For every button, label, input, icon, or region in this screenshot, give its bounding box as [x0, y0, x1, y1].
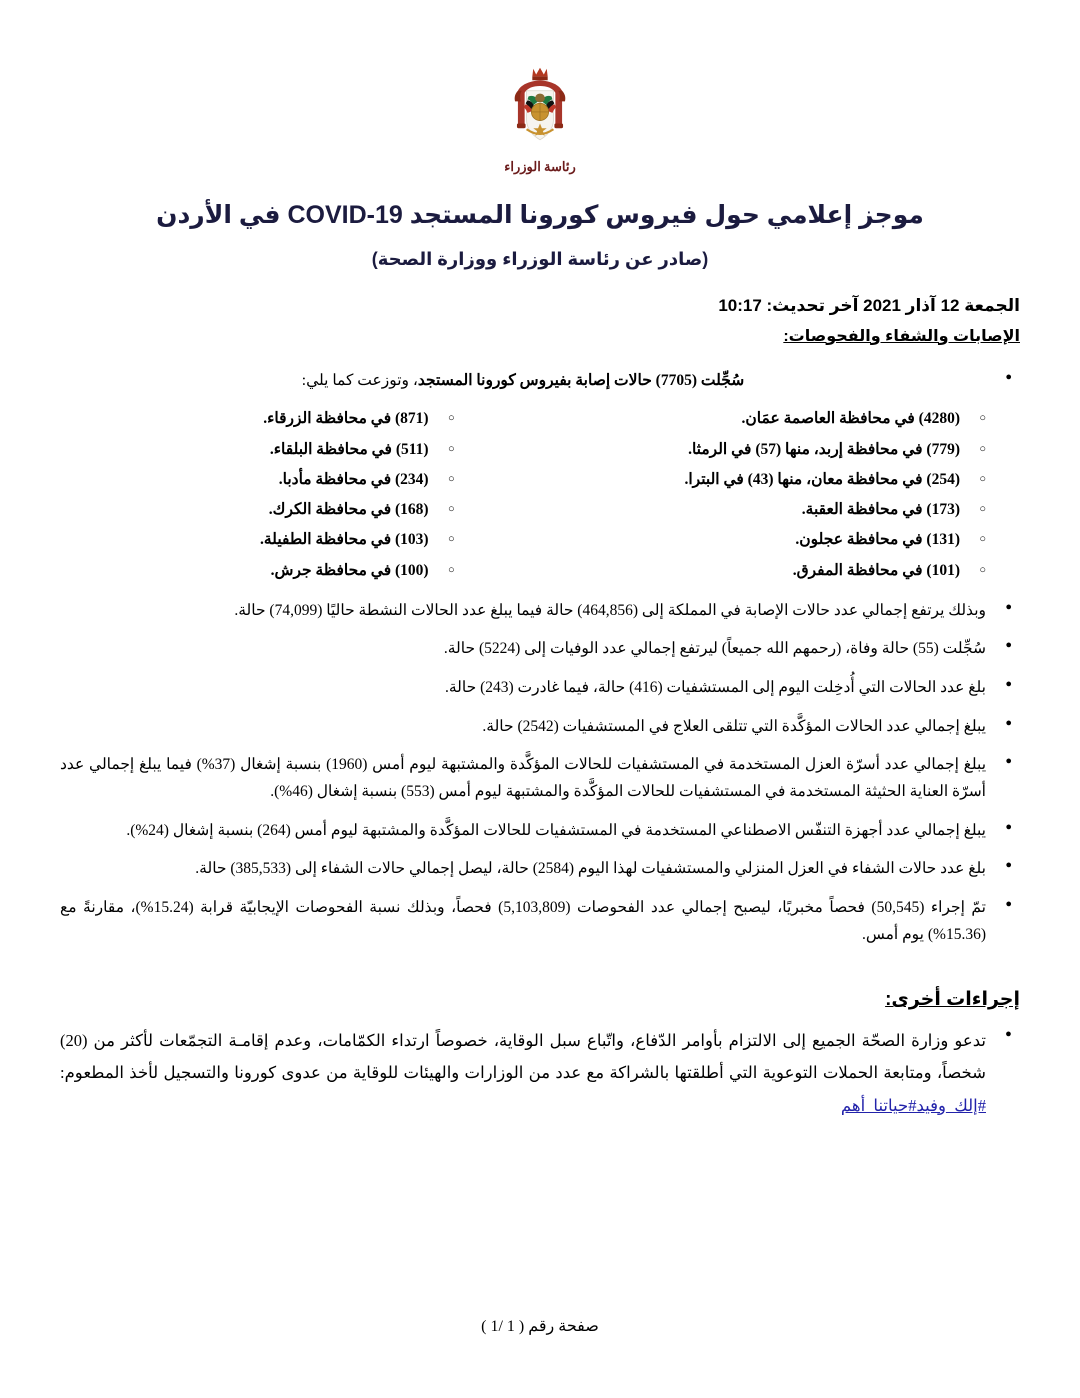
- cases-intro-bullet: [60, 368, 1020, 395]
- section-heading-cases-text: الإصابات والشفاء والفحوصات:: [783, 327, 1020, 345]
- hashtag-elak-wafeed-link[interactable]: #إلك_وفيد: [916, 1095, 986, 1115]
- governorate-item: ○ (779) في محافظة إربد، منها (57) في الرمثا.: [684, 435, 990, 465]
- stat-bullet-beds-occupancy: ● يبلغ إجمالي عدد أسرّة العزل المستخدمة في المستشفيات للحالات المؤكَّدة والمشتبهة ليوم أمس (1960) بنسبة إشغال (37%) فيما يبلغ إجمالي عدد أسرّة العناية الحثيثة المستخدمة في المستشفيات للحالات المؤكَّدة والمشتبهة ليوم أمس (553) بنسبة إشغال (46%).: [60, 752, 1020, 805]
- governorate-item: ○ (254) في محافظة معان، منها (43) في البترا.: [684, 465, 990, 495]
- cases-intro-rest: ، وتوزعت كما يلي:: [301, 371, 418, 389]
- cases-intro-bold: سُجِّلت (7705) حالات إصابة بفيروس كورونا المستجد: [417, 371, 745, 389]
- stat-bullet-ventilators: ● يبلغ إجمالي عدد أجهزة التنفّس الاصطناعي المستخدمة في المستشفيات للحالات المؤكَّدة والمشتبهة ليوم أمس (264) بنسبة إشغال (24%).: [60, 818, 1020, 845]
- stat-bullet-in-treatment: ● يبلغ إجمالي عدد الحالات المؤكَّدة التي تتلقى العلاج في المستشفيات (2542) حالة.: [60, 714, 1020, 741]
- governorate-breakdown: [60, 404, 1020, 585]
- section-heading-other-measures: [60, 988, 1020, 1011]
- governorate-item: ○ (100) في محافظة جرش.: [260, 556, 459, 586]
- statistics-list: [60, 598, 1020, 949]
- page-footer: صفحة رقم ( 1 /1 ): [481, 1318, 599, 1335]
- governorate-item: ○ (103) في محافظة الطفيلة.: [260, 525, 459, 555]
- stat-bullet-tests: ● تمّ إجراء (50,545) فحصاً مخبريًا، ليصبح إجمالي عدد الفحوصات (5,103,809) فحصاً، وبذلك نسبة الفحوصات الإيجابيّة قرابة (15.24%)، مقارنةً مع (15.36%) يوم أمس.: [60, 895, 1020, 948]
- governorate-item: ○ (871) في محافظة الزرقاء.: [260, 404, 459, 434]
- governorate-item: ○ (131) في محافظة عجلون.: [684, 525, 990, 555]
- hashtag-hayatuna-aham-link[interactable]: #حياتنا_أهم: [840, 1095, 917, 1115]
- stat-bullet-deaths: ● سُجِّلت (55) حالة وفاة، (رحمهم الله جميعاً) ليرتفع إجمالي عدد الوفيات إلى (5224) حالة.: [60, 636, 1020, 663]
- section-heading-other-measures-text: إجراءات أخرى:: [885, 989, 1020, 1011]
- governorate-item: ○ (4280) في محافظة العاصمة عمَان.: [684, 404, 990, 434]
- emblem-block: [60, 0, 1020, 173]
- emblem-caption: رئاسة الوزراء: [504, 159, 576, 174]
- other-measures-list: [60, 1025, 1020, 1122]
- other-measures-paragraph: تدعو وزارة الصحّة الجميع إلى الالتزام بأوامر الدّفاع، واتّباع سبل الوقاية، خصوصاً ارتداء الكمّامات، وعدم إقامـة التجمّعات لأكثر من (20) شخصاً، ومتابعة الحملات التوعوية التي أطلقتها بالشراكة مع عدد من الوزارات والهيئات للوقاية من عدوى كورونا والتسجيل لأخذ المطعوم:: [60, 1031, 986, 1083]
- governorate-item: ○ (101) في محافظة المفرق.: [684, 556, 990, 586]
- stat-bullet-admissions: ● بلغ عدد الحالات التي أُدخِلت اليوم إلى المستشفيات (416) حالة، فيما غادرت (243) حالة.: [60, 675, 1020, 702]
- stat-bullet-recoveries: ● بلغ عدد حالات الشفاء في العزل المنزلي والمستشفيات لهذا اليوم (2584) حالة، ليصل إجمالي حالات الشفاء إلى (385,533) حالة.: [60, 856, 1020, 883]
- other-measures-bullet: [60, 1025, 1020, 1122]
- stat-bullet-total-cases: ● وبذلك يرتفع إجمالي عدد حالات الإصابة في المملكة إلى (464,856) حالة فيما يبلغ عدد الحالات النشطة حاليًا (74,099) حالة.: [60, 598, 1020, 625]
- governorate-item: ○ (511) في محافظة البلقاء.: [260, 435, 459, 465]
- page-subtitle: (صادر عن رئاسة الوزراء ووزارة الصحة): [371, 248, 709, 269]
- governorate-column-right: [684, 404, 990, 585]
- section-heading-cases: [60, 326, 1020, 346]
- governorate-item: ○ (168) في محافظة الكرك.: [260, 495, 459, 525]
- governorate-item: ○ (173) في محافظة العقبة.: [684, 495, 990, 525]
- page-title: موجز إعلامي حول فيروس كورونا المستجد COVID-19 في الأردن: [156, 201, 924, 229]
- last-update-line: الجمعة 12 آذار 2021 آخر تحديث: 10:17: [718, 295, 1020, 315]
- jordan-coat-of-arms-icon: [492, 62, 588, 158]
- governorate-column-left: [260, 404, 459, 585]
- cases-intro-list: [60, 368, 1020, 395]
- governorate-item: ○ (234) في محافظة مأدبا.: [260, 465, 459, 495]
